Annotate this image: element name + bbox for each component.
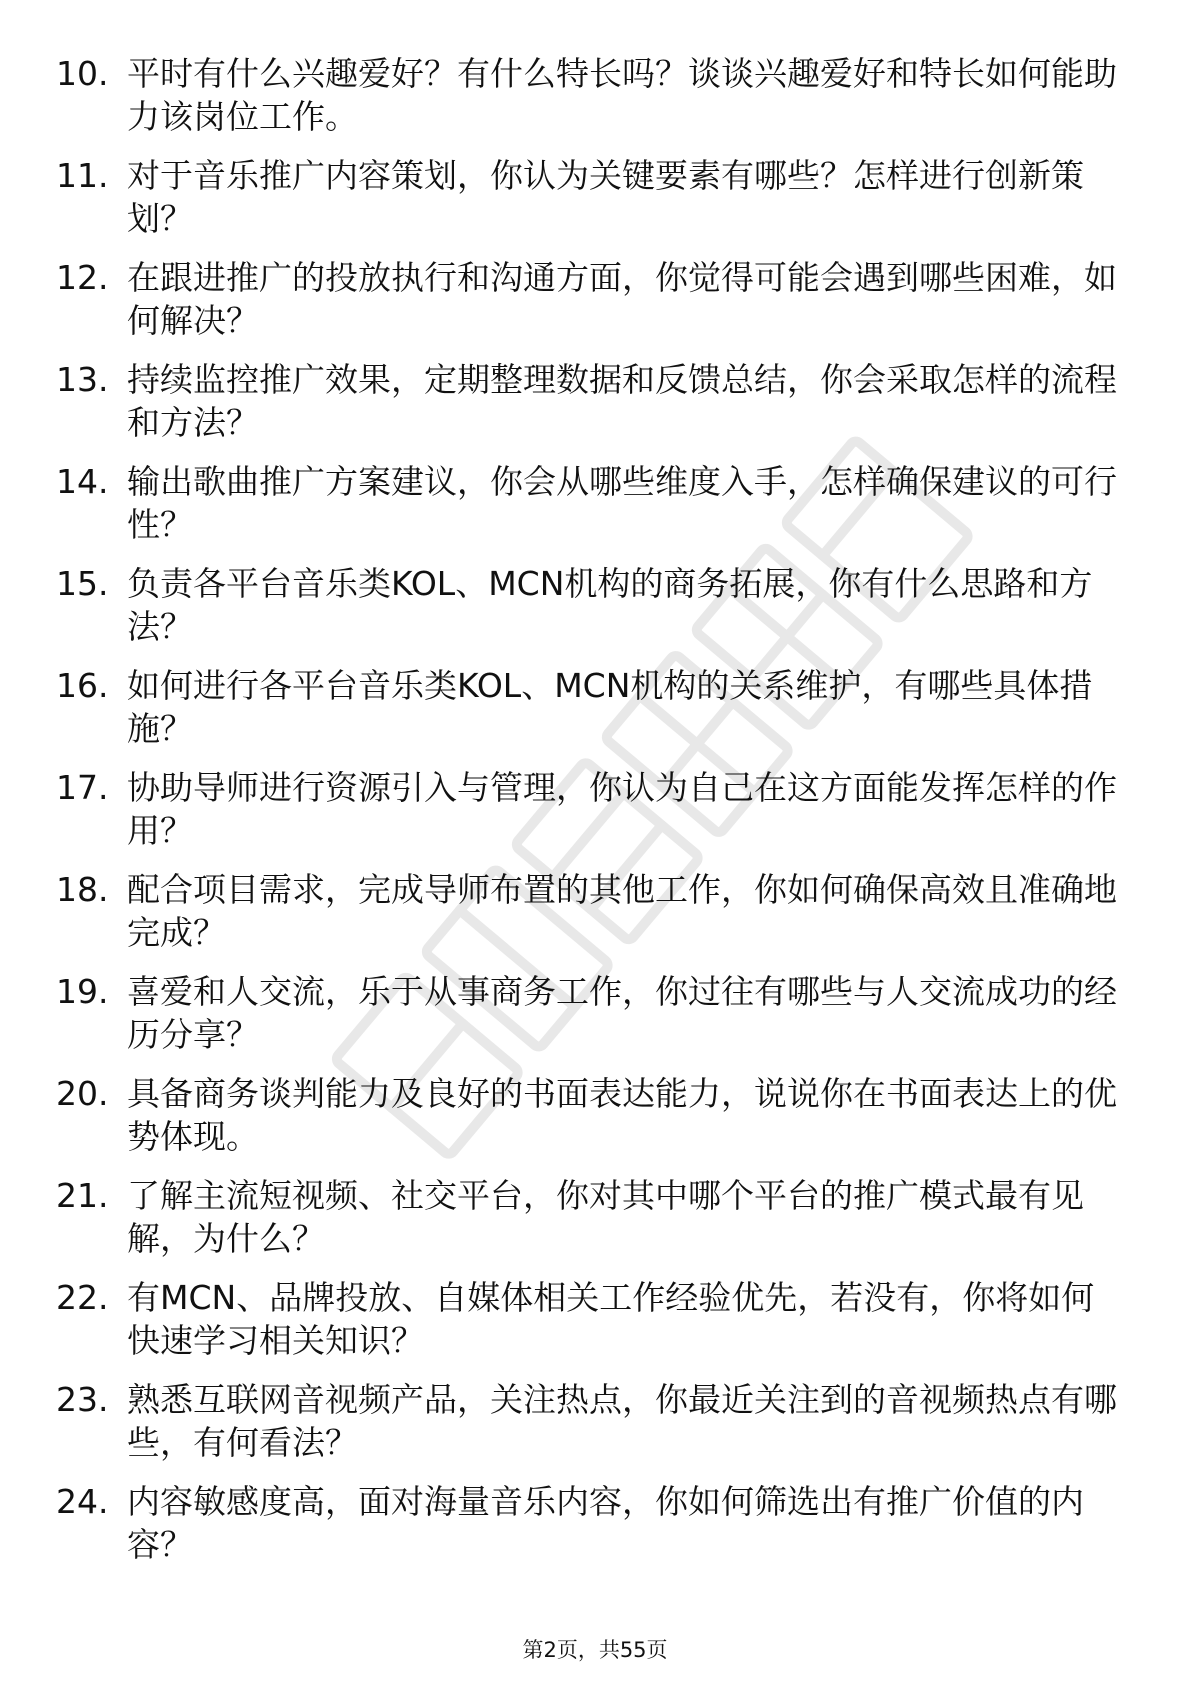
question-number: 21. (56, 1176, 109, 1215)
question-text: 内容敏感度高，面对海量音乐内容，你如何筛选出有推广价值的内容？ (127, 1482, 1084, 1564)
question-text: 协助导师进行资源引入与管理，你认为自己在这方面能发挥怎样的作用？ (127, 768, 1117, 850)
question-text: 输出歌曲推广方案建议，你会从哪些维度入手，怎样确保建议的可行性？ (127, 462, 1117, 544)
question-number: 23. (56, 1380, 109, 1419)
question-number: 12. (56, 258, 109, 297)
page-footer (0, 1636, 1190, 1664)
question-number: 20. (56, 1074, 109, 1113)
question-text: 配合项目需求，完成导师布置的其他工作，你如何确保高效且准确地完成？ (127, 870, 1117, 952)
question-text: 喜爱和人交流，乐于从事商务工作，你过往有哪些与人交流成功的经历分享？ (127, 972, 1117, 1054)
question-number: 17. (56, 768, 109, 807)
list-item (56, 1072, 1136, 1158)
question-text: 有MCN、品牌投放、自媒体相关工作经验优先，若没有，你将如何快速学习相关知识？ (127, 1278, 1095, 1360)
question-text: 在跟进推广的投放执行和沟通方面，你觉得可能会遇到哪些困难，如何解决？ (127, 258, 1117, 340)
question-number: 15. (56, 564, 109, 603)
question-text: 如何进行各平台音乐类KOL、MCN机构的关系维护，有哪些具体措施？ (127, 666, 1093, 748)
question-text: 熟悉互联网音视频产品，关注热点，你最近关注到的音视频热点有哪些，有何看法？ (127, 1380, 1117, 1462)
list-item (56, 1480, 1136, 1566)
list-item (56, 52, 1136, 138)
question-text: 平时有什么兴趣爱好？有什么特长吗？谈谈兴趣爱好和特长如何能助力该岗位工作。 (127, 54, 1117, 136)
question-number: 24. (56, 1482, 109, 1521)
question-text: 持续监控推广效果，定期整理数据和反馈总结，你会采取怎样的流程和方法？ (127, 360, 1117, 442)
question-number: 10. (56, 54, 109, 93)
question-list (56, 52, 1136, 1582)
question-number: 11. (56, 156, 109, 195)
list-item (56, 1276, 1136, 1362)
list-item (56, 256, 1136, 342)
list-item (56, 1378, 1136, 1464)
list-item (56, 562, 1136, 648)
list-item (56, 154, 1136, 240)
question-text: 了解主流短视频、社交平台，你对其中哪个平台的推广模式最有见解，为什么？ (127, 1176, 1084, 1258)
list-item (56, 868, 1136, 954)
list-item (56, 358, 1136, 444)
question-text: 负责各平台音乐类KOL、MCN机构的商务拓展，你有什么思路和方法？ (127, 564, 1093, 646)
list-item (56, 1174, 1136, 1260)
question-text: 对于音乐推广内容策划，你认为关键要素有哪些？怎样进行创新策划？ (127, 156, 1084, 238)
question-number: 13. (56, 360, 109, 399)
list-item (56, 970, 1136, 1056)
question-number: 18. (56, 870, 109, 909)
question-text: 具备商务谈判能力及良好的书面表达能力，说说你在书面表达上的优势体现。 (127, 1074, 1117, 1156)
question-number: 19. (56, 972, 109, 1011)
question-number: 16. (56, 666, 109, 705)
list-item (56, 766, 1136, 852)
list-item (56, 460, 1136, 546)
page-number-label: 第2页，共55页 (522, 1638, 668, 1662)
list-item (56, 664, 1136, 750)
question-number: 22. (56, 1278, 109, 1317)
question-number: 14. (56, 462, 109, 501)
